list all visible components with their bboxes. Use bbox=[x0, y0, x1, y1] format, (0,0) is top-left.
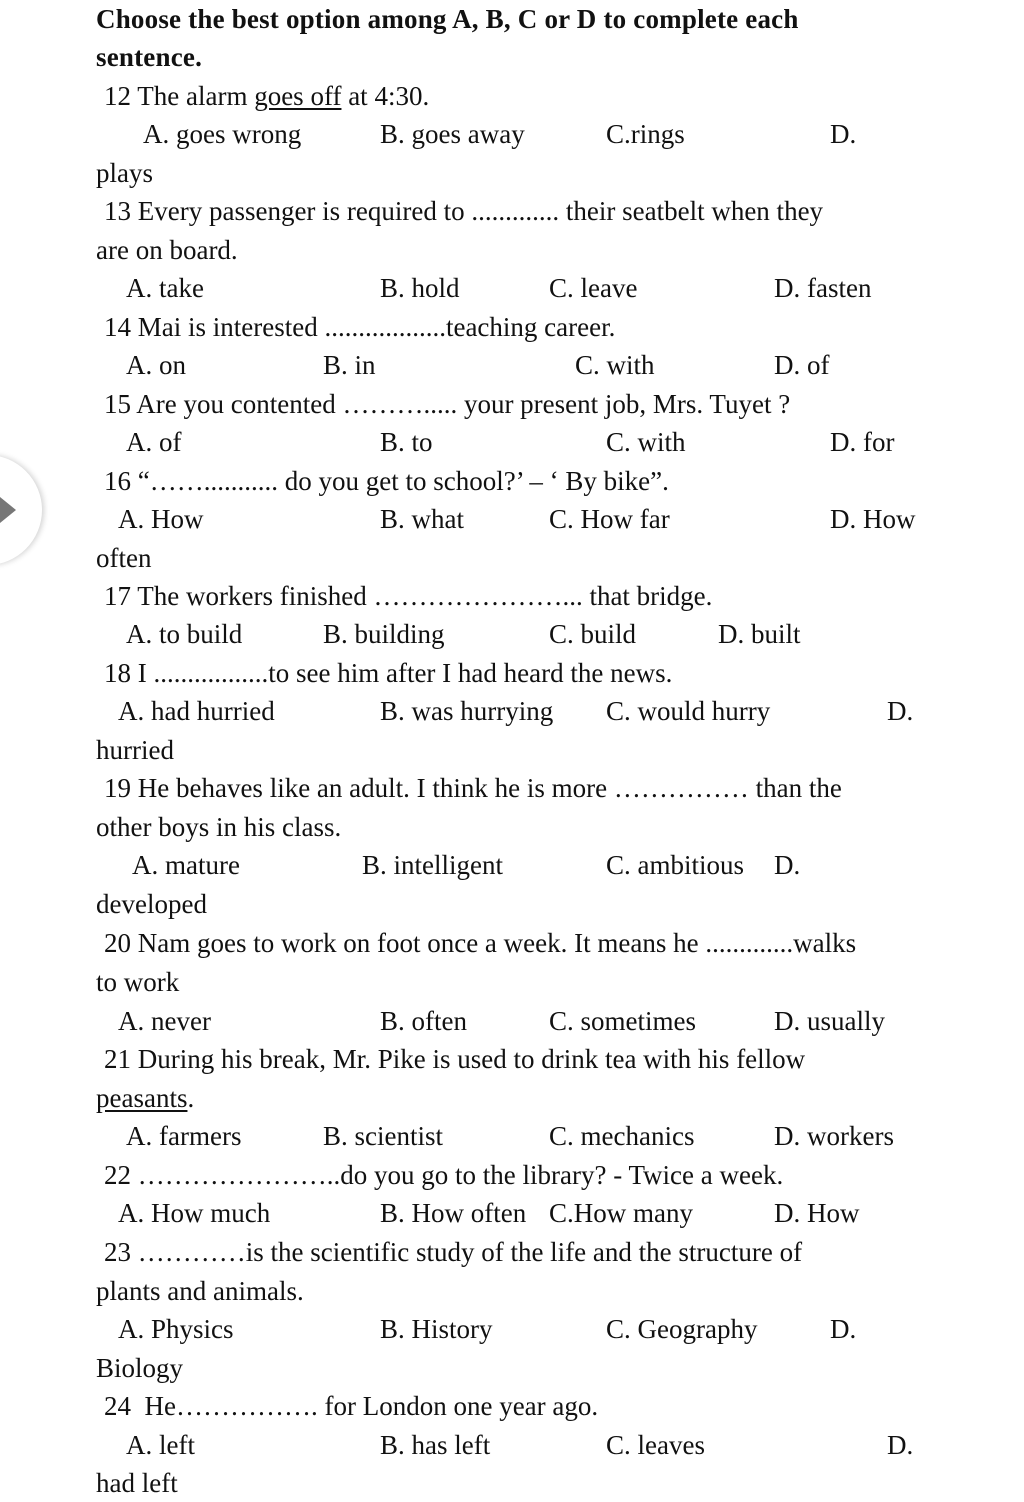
q15-option-b: B. to bbox=[380, 427, 433, 457]
q13-option-b: B. hold bbox=[380, 273, 460, 303]
q15-option-d: D. for bbox=[830, 427, 895, 457]
q22-option-b: B. How often bbox=[380, 1198, 527, 1228]
q21-option-c: C. mechanics bbox=[549, 1121, 695, 1151]
q18-option-b: B. was hurrying bbox=[380, 696, 554, 726]
q23-option-c: C. Geography bbox=[606, 1314, 758, 1344]
question-21-line2 bbox=[96, 1079, 194, 1117]
q15-option-c: C. with bbox=[606, 427, 686, 457]
q17-option-d: D. built bbox=[718, 619, 801, 649]
question-12 bbox=[104, 77, 429, 115]
q14-option-b: B. in bbox=[323, 350, 376, 380]
q24-option-b: B. has left bbox=[380, 1430, 491, 1460]
question-13-line1: 13 Every passenger is required to ............. their seatbelt when they bbox=[104, 196, 824, 226]
q20-option-a: A. never bbox=[118, 1006, 211, 1036]
play-arrow-icon bbox=[0, 497, 16, 523]
q20-option-d: D. usually bbox=[774, 1006, 885, 1036]
question-18: 18 I .................to see him after I had heard the news. bbox=[104, 658, 673, 688]
question-12-suffix: at 4:30. bbox=[341, 81, 430, 111]
side-panel-toggle[interactable] bbox=[0, 455, 42, 565]
q17-option-c: C. build bbox=[549, 619, 637, 649]
q16-option-d: D. How bbox=[830, 504, 916, 534]
question-22: 22 …………………..do you go to the library? - Twice a week. bbox=[104, 1160, 784, 1190]
q18-option-c: C. would hurry bbox=[606, 696, 771, 726]
q21-option-b: B. scientist bbox=[323, 1121, 443, 1151]
q13-option-d: D. fasten bbox=[774, 273, 872, 303]
q15-option-a: A. of bbox=[126, 427, 182, 457]
q12-option-a: A. goes wrong bbox=[143, 119, 302, 149]
question-12-underlined: goes off bbox=[254, 81, 342, 111]
q23-option-a: A. Physics bbox=[118, 1314, 234, 1344]
q16-option-c: C. How far bbox=[549, 504, 670, 534]
q23-option-d: D. bbox=[830, 1314, 857, 1344]
q23-option-d-cont: Biology bbox=[96, 1353, 184, 1383]
q22-option-d: D. How bbox=[774, 1198, 860, 1228]
instruction-heading-line1: Choose the best option among A, B, C or D to complete each bbox=[96, 4, 799, 34]
q19-option-b: B. intelligent bbox=[362, 850, 503, 880]
q16-option-d-cont: often bbox=[96, 543, 152, 573]
q12-option-d-cont: plays bbox=[96, 158, 153, 188]
q23-option-b: B. History bbox=[380, 1314, 493, 1344]
q17-option-a: A. to build bbox=[126, 619, 243, 649]
question-20-line2: to work bbox=[96, 967, 180, 997]
q24-option-c: C. leaves bbox=[606, 1430, 705, 1460]
q16-option-a: A. How bbox=[118, 504, 204, 534]
q18-option-d-cont: hurried bbox=[96, 735, 174, 765]
q24-option-d-cont: had left bbox=[96, 1468, 178, 1498]
question-17: 17 The workers finished …………………... that bridge. bbox=[104, 581, 713, 611]
question-14: 14 Mai is interested ..................teaching career. bbox=[104, 312, 616, 342]
q19-option-c: C. ambitious bbox=[606, 850, 745, 880]
question-13-line2: are on board. bbox=[96, 235, 238, 265]
question-21-underlined: peasants bbox=[96, 1083, 188, 1113]
q22-option-a: A. How much bbox=[118, 1198, 271, 1228]
q20-option-c: C. sometimes bbox=[549, 1006, 696, 1036]
question-12-prefix: 12 The alarm bbox=[104, 81, 255, 111]
q19-option-d-cont: developed bbox=[96, 889, 207, 919]
q21-option-d: D. workers bbox=[774, 1121, 894, 1151]
q13-option-a: A. take bbox=[126, 273, 204, 303]
question-19-line1: 19 He behaves like an adult. I think he is more …………… than the bbox=[104, 773, 842, 803]
question-20-line1: 20 Nam goes to work on foot once a week. It means he .............walks bbox=[104, 928, 857, 958]
q24-option-a: A. left bbox=[126, 1430, 195, 1460]
q12-option-d: D. bbox=[830, 119, 857, 149]
q18-option-a: A. had hurried bbox=[118, 696, 275, 726]
instruction-heading-line2: sentence. bbox=[96, 42, 203, 72]
q24-option-d: D. bbox=[887, 1430, 914, 1460]
q14-option-a: A. on bbox=[126, 350, 186, 380]
q22-option-c: C.How many bbox=[549, 1198, 693, 1228]
question-21-suffix: . bbox=[187, 1083, 195, 1113]
q16-option-b: B. what bbox=[380, 504, 464, 534]
q18-option-d: D. bbox=[887, 696, 914, 726]
q12-option-b: B. goes away bbox=[380, 119, 525, 149]
q12-option-c: C.rings bbox=[606, 119, 685, 149]
question-16: 16 “……........... do you get to school?’ – ‘ By bike”. bbox=[104, 466, 669, 496]
q19-option-d: D. bbox=[774, 850, 801, 880]
question-15: 15 Are you contented ………..... your present job, Mrs. Tuyet ? bbox=[104, 389, 791, 419]
q14-option-c: C. with bbox=[575, 350, 655, 380]
question-23-line2: plants and animals. bbox=[96, 1276, 304, 1306]
q19-option-a: A. mature bbox=[132, 850, 240, 880]
q21-option-a: A. farmers bbox=[126, 1121, 242, 1151]
q14-option-d: D. of bbox=[774, 350, 830, 380]
question-21-line1: 21 During his break, Mr. Pike is used to drink tea with his fellow bbox=[104, 1044, 806, 1074]
q17-option-b: B. building bbox=[323, 619, 445, 649]
q20-option-b: B. often bbox=[380, 1006, 467, 1036]
question-19-line2: other boys in his class. bbox=[96, 812, 342, 842]
q13-option-c: C. leave bbox=[549, 273, 638, 303]
question-24: 24 He……………. for London one year ago. bbox=[104, 1391, 599, 1421]
question-23-line1: 23 …………is the scientific study of the life and the structure of bbox=[104, 1237, 803, 1267]
